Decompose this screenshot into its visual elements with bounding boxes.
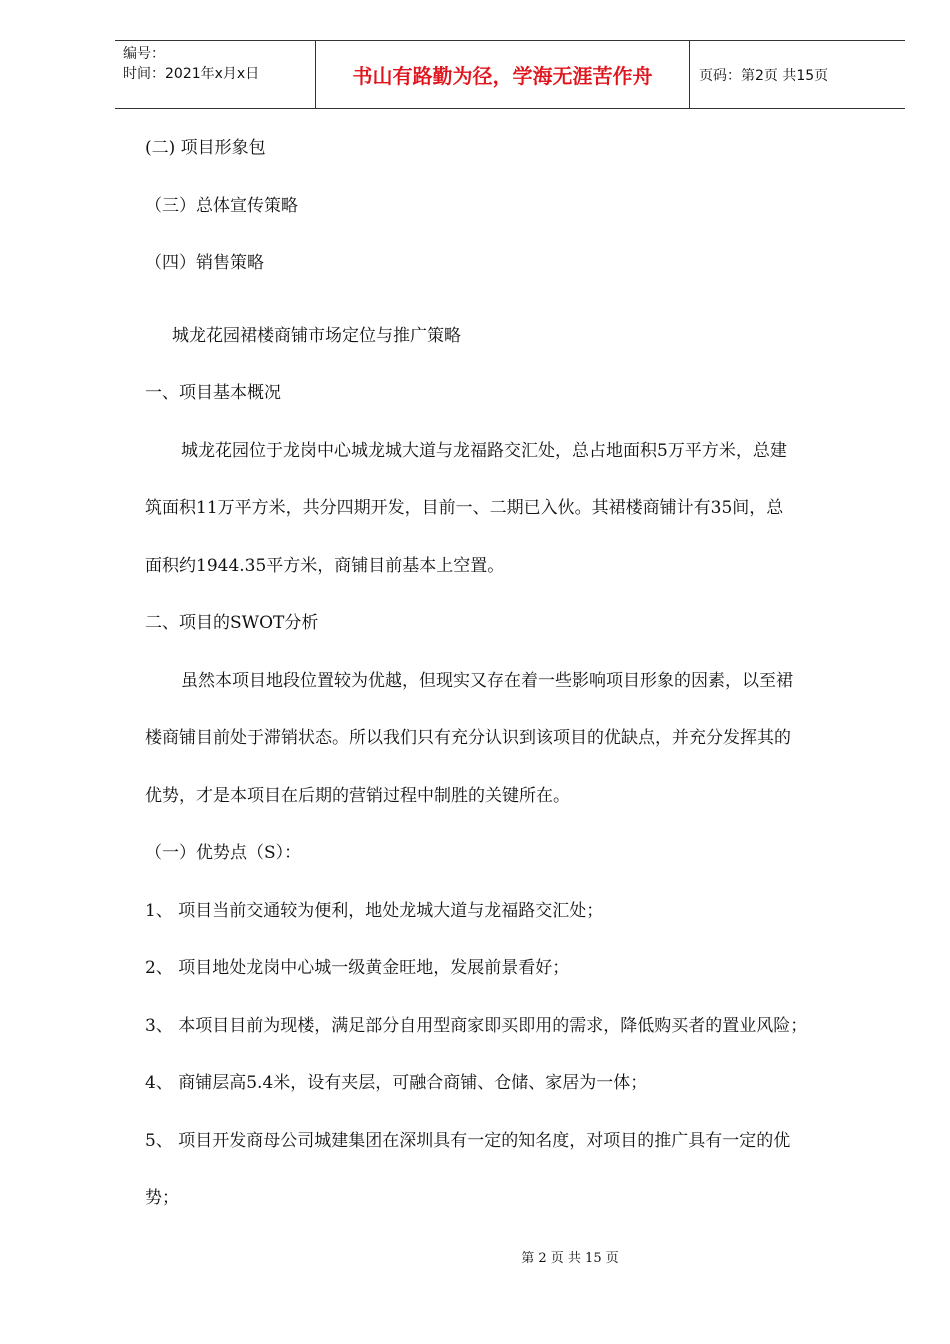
doc-time-label: 时间：2021年x月x日 xyxy=(123,66,260,82)
header-motto: 书山有路勤为径，学海无涯苦作舟 xyxy=(352,64,653,88)
subsection-heading-strengths: （一）优势点（S）： xyxy=(145,843,302,863)
paragraph-line: 城龙花园位于龙岗中心城龙城大道与龙福路交汇处，总占地面积5万平方米，总建 xyxy=(181,441,787,461)
paragraph-line: 面积约1944.35平方米，商铺目前基本上空置。 xyxy=(145,556,505,576)
paragraph-line: 虽然本项目地段位置较为优越，但现实又存在着一些影响项目形象的因素，以至裙 xyxy=(181,671,793,691)
section-heading-swot: 二、项目的SWOT分析 xyxy=(145,613,319,633)
list-item: 1、 项目当前交通较为便利，地处龙城大道与龙福路交汇处； xyxy=(145,901,604,921)
header-divider xyxy=(689,41,690,108)
list-item: 4、 商铺层高5.4米，设有夹层，可融合商铺、仓储、家居为一体； xyxy=(145,1073,648,1093)
document-title: 城龙花园裙楼商铺市场定位与推广策略 xyxy=(172,326,461,346)
section-heading-sales-strategy: （四）销售策略 xyxy=(145,253,264,273)
list-item-continuation: 势； xyxy=(145,1188,179,1208)
header-page-number: 页码：第2页 共15页 xyxy=(699,67,829,84)
doc-number-label: 编号： xyxy=(123,46,165,62)
section-heading-overview: 一、项目基本概况 xyxy=(145,383,281,403)
page-footer: 第 2 页 共 15 页 xyxy=(521,1251,619,1266)
paragraph-line: 优势，才是本项目在后期的营销过程中制胜的关键所在。 xyxy=(145,786,570,806)
page-header xyxy=(115,40,905,109)
section-heading-image-package: (二) 项目形象包 xyxy=(145,138,266,158)
list-item: 5、 项目开发商母公司城建集团在深圳具有一定的知名度，对项目的推广具有一定的优 xyxy=(145,1131,791,1151)
paragraph-line: 筑面积11万平方米，共分四期开发，目前一、二期已入伙。其裙楼商铺计有35间，总 xyxy=(145,498,784,518)
header-meta xyxy=(123,44,315,84)
section-heading-promotion-strategy: （三）总体宣传策略 xyxy=(145,196,298,216)
list-item: 2、 项目地处龙岗中心城一级黄金旺地，发展前景看好； xyxy=(145,958,570,978)
list-item: 3、 本项目目前为现楼，满足部分自用型商家即买即用的需求，降低购买者的置业风险； xyxy=(145,1016,808,1036)
paragraph-line: 楼商铺目前处于滞销状态。所以我们只有充分认识到该项目的优缺点，并充分发挥其的 xyxy=(145,728,791,748)
